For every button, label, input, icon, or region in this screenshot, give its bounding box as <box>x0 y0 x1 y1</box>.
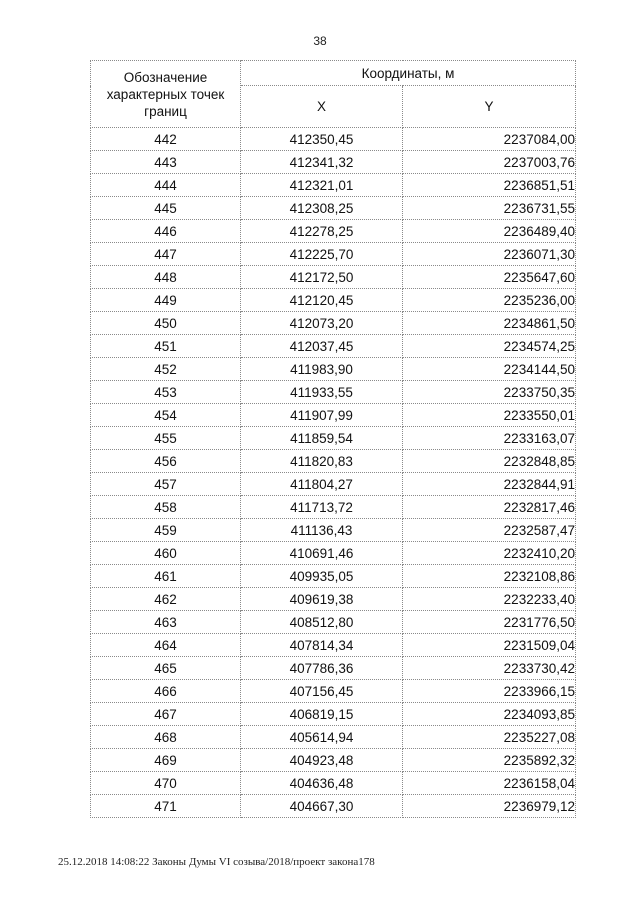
table-row <box>91 404 576 427</box>
y-coordinate-cell: 2231509,04 <box>403 634 576 657</box>
point-number-cell: 457 <box>91 473 241 496</box>
point-number-cell: 469 <box>91 749 241 772</box>
x-coordinate-cell: 411804,27 <box>241 473 403 496</box>
table-row <box>91 657 576 680</box>
y-coordinate-cell: 2236851,51 <box>403 174 576 197</box>
y-coordinate-cell: 2234574,25 <box>403 335 576 358</box>
x-coordinate-cell: 409619,38 <box>241 588 403 611</box>
point-number-cell: 451 <box>91 335 241 358</box>
y-coordinate-cell: 2234093,85 <box>403 703 576 726</box>
y-coordinate-cell: 2237003,76 <box>403 151 576 174</box>
x-coordinate-cell: 412172,50 <box>241 266 403 289</box>
table-row <box>91 128 576 151</box>
x-coordinate-cell: 411907,99 <box>241 404 403 427</box>
y-coordinate-cell: 2231776,50 <box>403 611 576 634</box>
point-number-cell: 461 <box>91 565 241 588</box>
point-number-cell: 471 <box>91 795 241 818</box>
x-coordinate-cell: 408512,80 <box>241 611 403 634</box>
point-number-cell: 458 <box>91 496 241 519</box>
y-coordinate-cell: 2235892,32 <box>403 749 576 772</box>
point-number-cell: 447 <box>91 243 241 266</box>
y-coordinate-cell: 2232848,85 <box>403 450 576 473</box>
table-row <box>91 358 576 381</box>
table-body <box>91 128 576 818</box>
x-coordinate-cell: 412308,25 <box>241 197 403 220</box>
table-row <box>91 519 576 542</box>
y-coordinate-cell: 2232587,47 <box>403 519 576 542</box>
table-row <box>91 243 576 266</box>
table-row <box>91 726 576 749</box>
point-number-cell: 444 <box>91 174 241 197</box>
y-coordinate-cell: 2233550,01 <box>403 404 576 427</box>
header-designation: Обозначение характерных точек границ <box>91 61 241 128</box>
footer-stamp: 25.12.2018 14:08:22 Законы Думы VI созыва/2018/проект закона178 <box>58 856 375 868</box>
point-number-cell: 443 <box>91 151 241 174</box>
point-number-cell: 453 <box>91 381 241 404</box>
table-row <box>91 473 576 496</box>
y-coordinate-cell: 2232108,86 <box>403 565 576 588</box>
table-row <box>91 542 576 565</box>
y-coordinate-cell: 2236979,12 <box>403 795 576 818</box>
table-row <box>91 634 576 657</box>
x-coordinate-cell: 412341,32 <box>241 151 403 174</box>
table-row <box>91 565 576 588</box>
x-coordinate-cell: 411713,72 <box>241 496 403 519</box>
x-coordinate-cell: 411820,83 <box>241 450 403 473</box>
y-coordinate-cell: 2233730,42 <box>403 657 576 680</box>
x-coordinate-cell: 411859,54 <box>241 427 403 450</box>
table-row <box>91 266 576 289</box>
x-coordinate-cell: 404636,48 <box>241 772 403 795</box>
point-number-cell: 442 <box>91 128 241 151</box>
table-row <box>91 197 576 220</box>
x-coordinate-cell: 404667,30 <box>241 795 403 818</box>
point-number-cell: 465 <box>91 657 241 680</box>
table-row <box>91 680 576 703</box>
point-number-cell: 467 <box>91 703 241 726</box>
x-coordinate-cell: 412037,45 <box>241 335 403 358</box>
x-coordinate-cell: 407786,36 <box>241 657 403 680</box>
x-coordinate-cell: 410691,46 <box>241 542 403 565</box>
y-coordinate-cell: 2235227,08 <box>403 726 576 749</box>
table-row <box>91 496 576 519</box>
x-coordinate-cell: 411136,43 <box>241 519 403 542</box>
table-row <box>91 335 576 358</box>
point-number-cell: 464 <box>91 634 241 657</box>
page-number: 38 <box>313 34 327 48</box>
coordinates-table <box>90 60 576 818</box>
table-row <box>91 220 576 243</box>
table-row <box>91 749 576 772</box>
x-coordinate-cell: 404923,48 <box>241 749 403 772</box>
point-number-cell: 456 <box>91 450 241 473</box>
x-coordinate-cell: 405614,94 <box>241 726 403 749</box>
x-coordinate-cell: 409935,05 <box>241 565 403 588</box>
table-row <box>91 381 576 404</box>
y-coordinate-cell: 2236158,04 <box>403 772 576 795</box>
y-coordinate-cell: 2237084,00 <box>403 128 576 151</box>
table-row <box>91 289 576 312</box>
y-coordinate-cell: 2235236,00 <box>403 289 576 312</box>
y-coordinate-cell: 2234144,50 <box>403 358 576 381</box>
point-number-cell: 468 <box>91 726 241 749</box>
header-coordinates: Координаты, м <box>241 61 576 86</box>
table-row <box>91 312 576 335</box>
y-coordinate-cell: 2232817,46 <box>403 496 576 519</box>
x-coordinate-cell: 411933,55 <box>241 381 403 404</box>
header-x: X <box>241 86 403 128</box>
x-coordinate-cell: 411983,90 <box>241 358 403 381</box>
y-coordinate-cell: 2232410,20 <box>403 542 576 565</box>
y-coordinate-cell: 2233163,07 <box>403 427 576 450</box>
point-number-cell: 463 <box>91 611 241 634</box>
y-coordinate-cell: 2236489,40 <box>403 220 576 243</box>
table-row <box>91 427 576 450</box>
y-coordinate-cell: 2233966,15 <box>403 680 576 703</box>
point-number-cell: 466 <box>91 680 241 703</box>
table-header <box>91 61 576 128</box>
point-number-cell: 445 <box>91 197 241 220</box>
point-number-cell: 460 <box>91 542 241 565</box>
x-coordinate-cell: 412278,25 <box>241 220 403 243</box>
table-row <box>91 611 576 634</box>
point-number-cell: 450 <box>91 312 241 335</box>
x-coordinate-cell: 407156,45 <box>241 680 403 703</box>
y-coordinate-cell: 2232233,40 <box>403 588 576 611</box>
x-coordinate-cell: 407814,34 <box>241 634 403 657</box>
x-coordinate-cell: 412120,45 <box>241 289 403 312</box>
point-number-cell: 459 <box>91 519 241 542</box>
point-number-cell: 454 <box>91 404 241 427</box>
point-number-cell: 448 <box>91 266 241 289</box>
table-row <box>91 450 576 473</box>
y-coordinate-cell: 2232844,91 <box>403 473 576 496</box>
table-row <box>91 588 576 611</box>
x-coordinate-cell: 412321,01 <box>241 174 403 197</box>
point-number-cell: 449 <box>91 289 241 312</box>
point-number-cell: 470 <box>91 772 241 795</box>
point-number-cell: 446 <box>91 220 241 243</box>
point-number-cell: 452 <box>91 358 241 381</box>
y-coordinate-cell: 2236071,30 <box>403 243 576 266</box>
y-coordinate-cell: 2234861,50 <box>403 312 576 335</box>
y-coordinate-cell: 2233750,35 <box>403 381 576 404</box>
x-coordinate-cell: 412073,20 <box>241 312 403 335</box>
point-number-cell: 455 <box>91 427 241 450</box>
y-coordinate-cell: 2235647,60 <box>403 266 576 289</box>
table-row <box>91 772 576 795</box>
table-row <box>91 795 576 818</box>
x-coordinate-cell: 412225,70 <box>241 243 403 266</box>
header-y: Y <box>403 86 576 128</box>
table-row <box>91 151 576 174</box>
table-row <box>91 174 576 197</box>
x-coordinate-cell: 406819,15 <box>241 703 403 726</box>
table-row <box>91 703 576 726</box>
y-coordinate-cell: 2236731,55 <box>403 197 576 220</box>
x-coordinate-cell: 412350,45 <box>241 128 403 151</box>
point-number-cell: 462 <box>91 588 241 611</box>
